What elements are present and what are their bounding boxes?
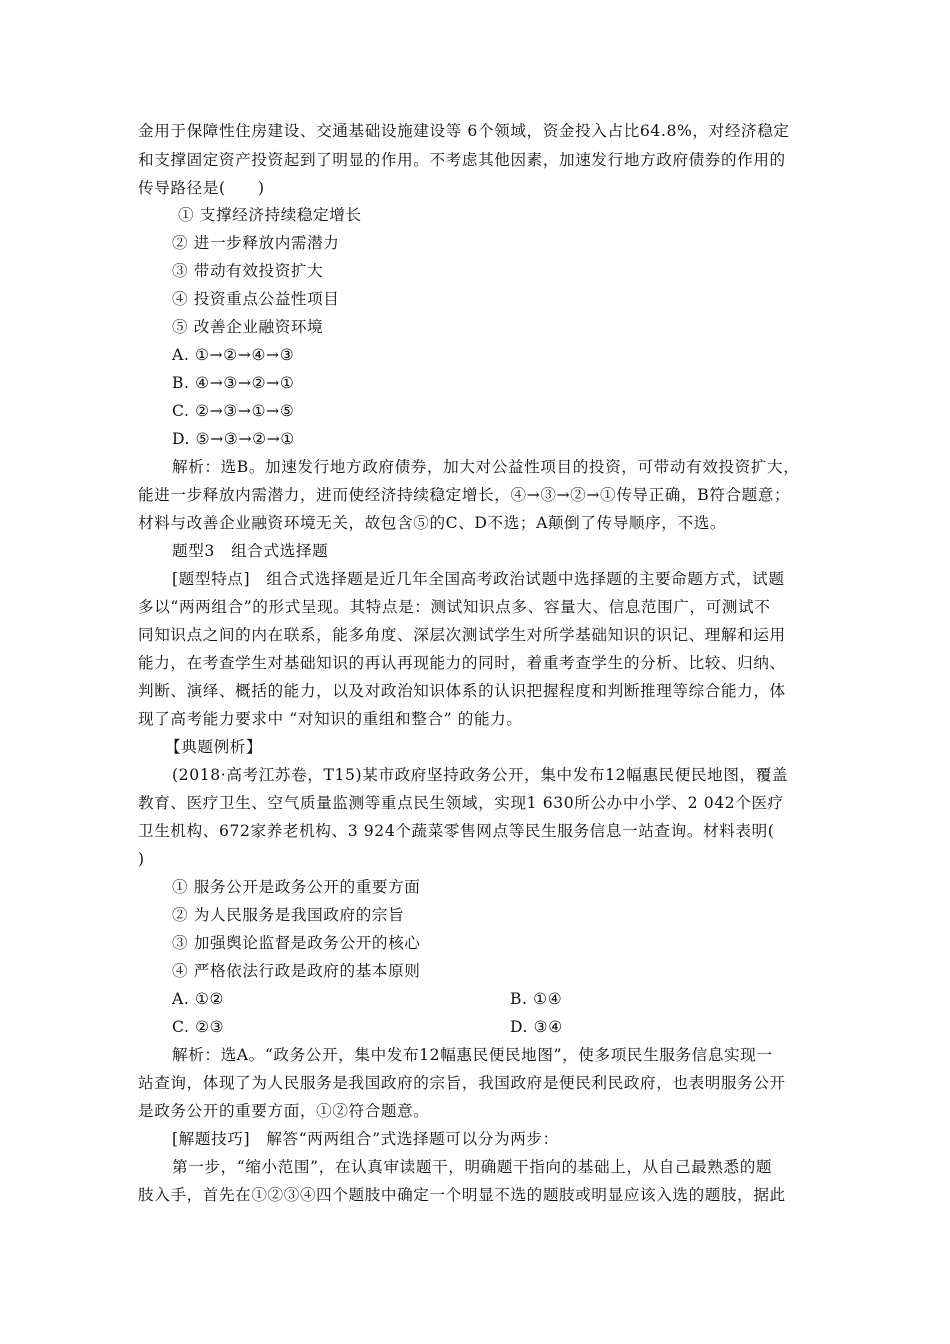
option-a: A. ①→②→④→③ (172, 346, 295, 364)
text-line: ) (138, 850, 145, 868)
list-item: ② 进一步释放内需潜力 (172, 234, 340, 252)
text-line: 多以“两两组合”的形式呈现。其特点是：测试知识点多、容量大、信息范围广，可测试不 (138, 598, 771, 616)
text-line: 肢入手，首先在①②③④四个题肢中确定一个明显不选的题肢或明显应该入选的题肢，据此 (138, 1186, 786, 1204)
text-line: 第一步，“缩小范围”，在认真审读题干，明确题干指向的基础上，从自己最熟悉的题 (172, 1158, 773, 1176)
text-line: [解题技巧] 解答“两两组合”式选择题可以分为两步： (172, 1130, 559, 1148)
text-line: (2018·高考江苏卷，T15)某市政府坚持政务公开，集中发布12幅惠民便民地图，覆盖 (172, 766, 789, 784)
text-line: 教育、医疗卫生、空气质量监测等重点民生领域，实现1 630所公办中小学、2 042个医疗 (138, 794, 784, 812)
option-b: B. ①④ (510, 990, 563, 1008)
option-c: C. ②→③→①→⑤ (172, 402, 295, 420)
list-item: ② 为人民服务是我国政府的宗旨 (172, 906, 405, 924)
text-line: 是政务公开的重要方面，①②符合题意。 (138, 1102, 430, 1120)
option-d: D. ③④ (510, 1018, 563, 1036)
text-line: 解析：选A。“政务公开，集中发布12幅惠民便民地图”，使多项民生服务信息实现一 (172, 1046, 773, 1064)
example-heading: 【典题例析】 (165, 738, 263, 756)
text-line: 解析：选B。加速发行地方政府债券，加大对公益性项目的投资，可带动有效投资扩大， (172, 458, 800, 476)
option-a: A. ①② (172, 990, 225, 1008)
text-line: 站查询，体现了为人民服务是我国政府的宗旨，我国政府是便民利民政府，也表明服务公开 (138, 1074, 786, 1092)
list-item: ① 服务公开是政务公开的重要方面 (172, 878, 421, 896)
list-item: ④ 严格依法行政是政府的基本原则 (172, 962, 421, 980)
list-item: ③ 带动有效投资扩大 (172, 262, 324, 280)
text-line: [题型特点] 组合式选择题是近几年全国高考政治试题中选择题的主要命题方式，试题 (172, 570, 785, 588)
text-line: 现了高考能力要求中 “对知识的重组和整合” 的能力。 (138, 710, 523, 728)
option-c: C. ②③ (172, 1018, 225, 1036)
text-line: 能力，在考查学生对基础知识的再认再现能力的同时，着重考查学生的分析、比较、归纳、 (138, 654, 786, 672)
text-line: 同知识点之间的内在联系，能多角度、深层次测试学生对所学基础知识的识记、理解和运用 (138, 626, 786, 644)
list-item: ③ 加强舆论监督是政务公开的核心 (172, 934, 421, 952)
section-heading: 题型3 组合式选择题 (172, 542, 329, 560)
text-line: 金用于保障性住房建设、交通基础设施建设等 6个领域，资金投入占比64.8%，对经济稳定 (138, 122, 790, 140)
text-line: 材料与改善企业融资环境无关，故包含⑤的C、D不选；A颠倒了传导顺序，不选。 (138, 514, 727, 532)
text-line: 卫生机构、672家养老机构、3 924个蔬菜零售网点等民生服务信息一站查询。材料表明( (138, 822, 775, 840)
option-b: B. ④→③→②→① (172, 374, 295, 392)
option-d: D. ⑤→③→②→① (172, 430, 295, 448)
text-line: 和支撑固定资产投资起到了明显的作用。不考虑其他因素，加速发行地方政府债券的作用的 (138, 151, 786, 169)
list-item: ① 支撑经济持续稳定增长 (178, 206, 362, 224)
text-line: 判断、演绎、概括的能力，以及对政治知识体系的认识把握程度和判断推理等综合能力，体 (138, 682, 786, 700)
text-line: 传导路径是( ) (138, 179, 265, 197)
list-item: ④ 投资重点公益性项目 (172, 290, 340, 308)
text-line: 能进一步释放内需潜力，进而使经济持续稳定增长，④→③→②→①传导正确，B符合题意； (138, 486, 791, 504)
list-item: ⑤ 改善企业融资环境 (172, 318, 324, 336)
